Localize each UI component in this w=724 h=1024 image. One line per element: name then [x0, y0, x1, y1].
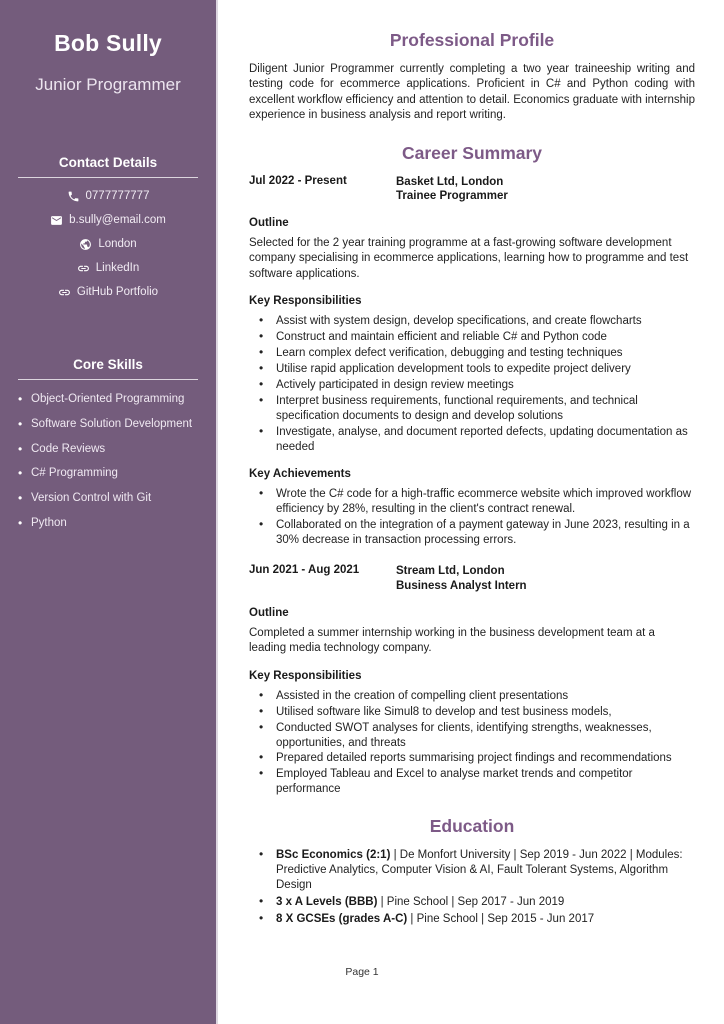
outline-label: Outline	[249, 606, 289, 619]
key-responsibilities-label: Key Responsibilities	[249, 295, 362, 308]
job-company-role	[396, 564, 527, 593]
job-company: Basket Ltd, London	[396, 175, 504, 188]
link-icon	[58, 286, 71, 299]
skill-item: • Python	[18, 517, 216, 531]
list-item: • Assisted in the creation of compelling client presentations	[249, 689, 695, 704]
job-company-role	[396, 175, 508, 204]
list-item: • Actively participated in design review meetings	[249, 378, 695, 393]
achievements-list	[249, 487, 695, 548]
job-role: Trainee Programmer	[396, 190, 508, 203]
contact-linkedin-label: LinkedIn	[95, 262, 140, 274]
contact-item-linkedin[interactable]	[0, 261, 216, 275]
list-item: • Investigate, analyse, and document reported defects, updating documentation as needed	[249, 425, 695, 455]
list-item: • Construct and maintain efficient and reliable C# and Python code	[249, 330, 695, 345]
job-dates: Jun 2021 - Aug 2021	[249, 564, 360, 577]
skills-list	[18, 393, 216, 531]
contact-item-phone	[0, 189, 216, 203]
skill-item: • Code Reviews	[18, 443, 216, 457]
contact-github-label: GitHub Portfolio	[76, 286, 159, 298]
core-skills-heading: Core Skills	[73, 357, 143, 372]
career-summary-heading: Career Summary	[401, 142, 543, 163]
contact-item-github[interactable]	[0, 285, 216, 299]
candidate-name: Bob Sully	[54, 30, 162, 56]
education-qualification: 3 x A Levels (BBB)	[276, 896, 378, 909]
job-header	[249, 564, 695, 593]
professional-profile-text: Diligent Junior Programmer currently completing a two year traineeship writing and testing code for ecommerce applications. Proficient in C# and Python coding with excellent workflow efficiency and attention to detail. Economics graduate with internship experience in business analysis and report writing.	[249, 63, 695, 122]
list-item: • Wrote the C# code for a high-traffic ecommerce website which improved workflow efficiency by 28%, resulting in the client's contract renewal.	[249, 487, 695, 517]
skill-item: • Software Solution Development	[18, 418, 216, 432]
education-list	[249, 848, 695, 927]
education-item	[249, 912, 695, 927]
sidebar	[0, 0, 218, 1024]
education-details: | De Monfort University | Sep 2019 - Jun 2022 | Modules: Predictive Analytics, Computer Vision & AI, Fault Tolerant Systems, Algorithm Design	[276, 849, 683, 892]
divider	[18, 379, 198, 380]
candidate-job-title: Junior Programmer	[35, 75, 181, 94]
contact-details-heading: Contact Details	[58, 155, 158, 170]
link-icon	[77, 262, 90, 275]
education-qualification: 8 X GCSEs (grades A-C)	[276, 913, 408, 926]
skill-item: • C# Programming	[18, 467, 216, 481]
education-item	[249, 895, 695, 910]
skill-item: • Object-Oriented Programming	[18, 393, 216, 407]
list-item: • Utilised software like Simul8 to develop and test business models,	[249, 705, 695, 720]
list-item: • Interpret business requirements, functional requirements, and technical specification documents to design and develop solutions	[249, 394, 695, 424]
contact-item-email[interactable]	[0, 213, 216, 227]
job-header	[249, 175, 695, 204]
outline-text: Selected for the 2 year training programme at a fast-growing software development company specialising in ecommerce applications, learning how to programme and test software applications.	[249, 237, 689, 280]
list-item: • Prepared detailed reports summarising project findings and recommendations	[249, 751, 695, 766]
list-item: • Utilise rapid application development tools to expedite project delivery	[249, 362, 695, 377]
list-item: • Conducted SWOT analyses for clients, identifying strengths, weaknesses, opportunities, and threats	[249, 721, 695, 751]
contact-item-location	[0, 237, 216, 251]
job-role: Business Analyst Intern	[396, 580, 527, 593]
divider	[18, 177, 198, 178]
list-item: • Collaborated on the integration of a payment gateway in June 2023, resulting in a 30% decrease in transaction processing errors.	[249, 518, 695, 548]
education-qualification: BSc Economics (2:1)	[276, 849, 391, 862]
education-heading: Education	[429, 816, 515, 837]
list-item: • Learn complex defect verification, debugging and testing techniques	[249, 346, 695, 361]
email-icon	[50, 214, 63, 227]
page-number: Page 1	[345, 966, 379, 978]
outline-label: Outline	[249, 217, 289, 230]
education-details: | Pine School | Sep 2015 - Jun 2017	[407, 913, 595, 926]
key-responsibilities-label: Key Responsibilities	[249, 669, 362, 682]
list-item: • Assist with system design, develop specifications, and create flowcharts	[249, 314, 695, 329]
responsibilities-list	[249, 689, 695, 798]
education-item	[249, 848, 695, 893]
cv-main-content	[220, 0, 724, 1024]
outline-text: Completed a summer internship working in the business development team at a leading media technology company.	[249, 626, 655, 655]
contact-email-label: b.sully@email.com	[69, 214, 166, 226]
skill-item: • Version Control with Git	[18, 492, 216, 506]
phone-icon	[67, 190, 80, 203]
contact-phone-label: 0777777777	[85, 190, 150, 202]
key-achievements-label: Key Achievements	[249, 467, 351, 480]
job-company: Stream Ltd, London	[396, 565, 505, 578]
job-dates: Jul 2022 - Present	[249, 174, 347, 187]
list-item: • Employed Tableau and Excel to analyse market trends and competitor performance	[249, 767, 695, 797]
globe-icon	[79, 238, 92, 251]
professional-profile-heading: Professional Profile	[389, 30, 555, 50]
responsibilities-list	[249, 314, 695, 454]
education-details: | Pine School | Sep 2017 - Jun 2019	[377, 896, 565, 909]
contact-location-label: London	[98, 238, 137, 250]
